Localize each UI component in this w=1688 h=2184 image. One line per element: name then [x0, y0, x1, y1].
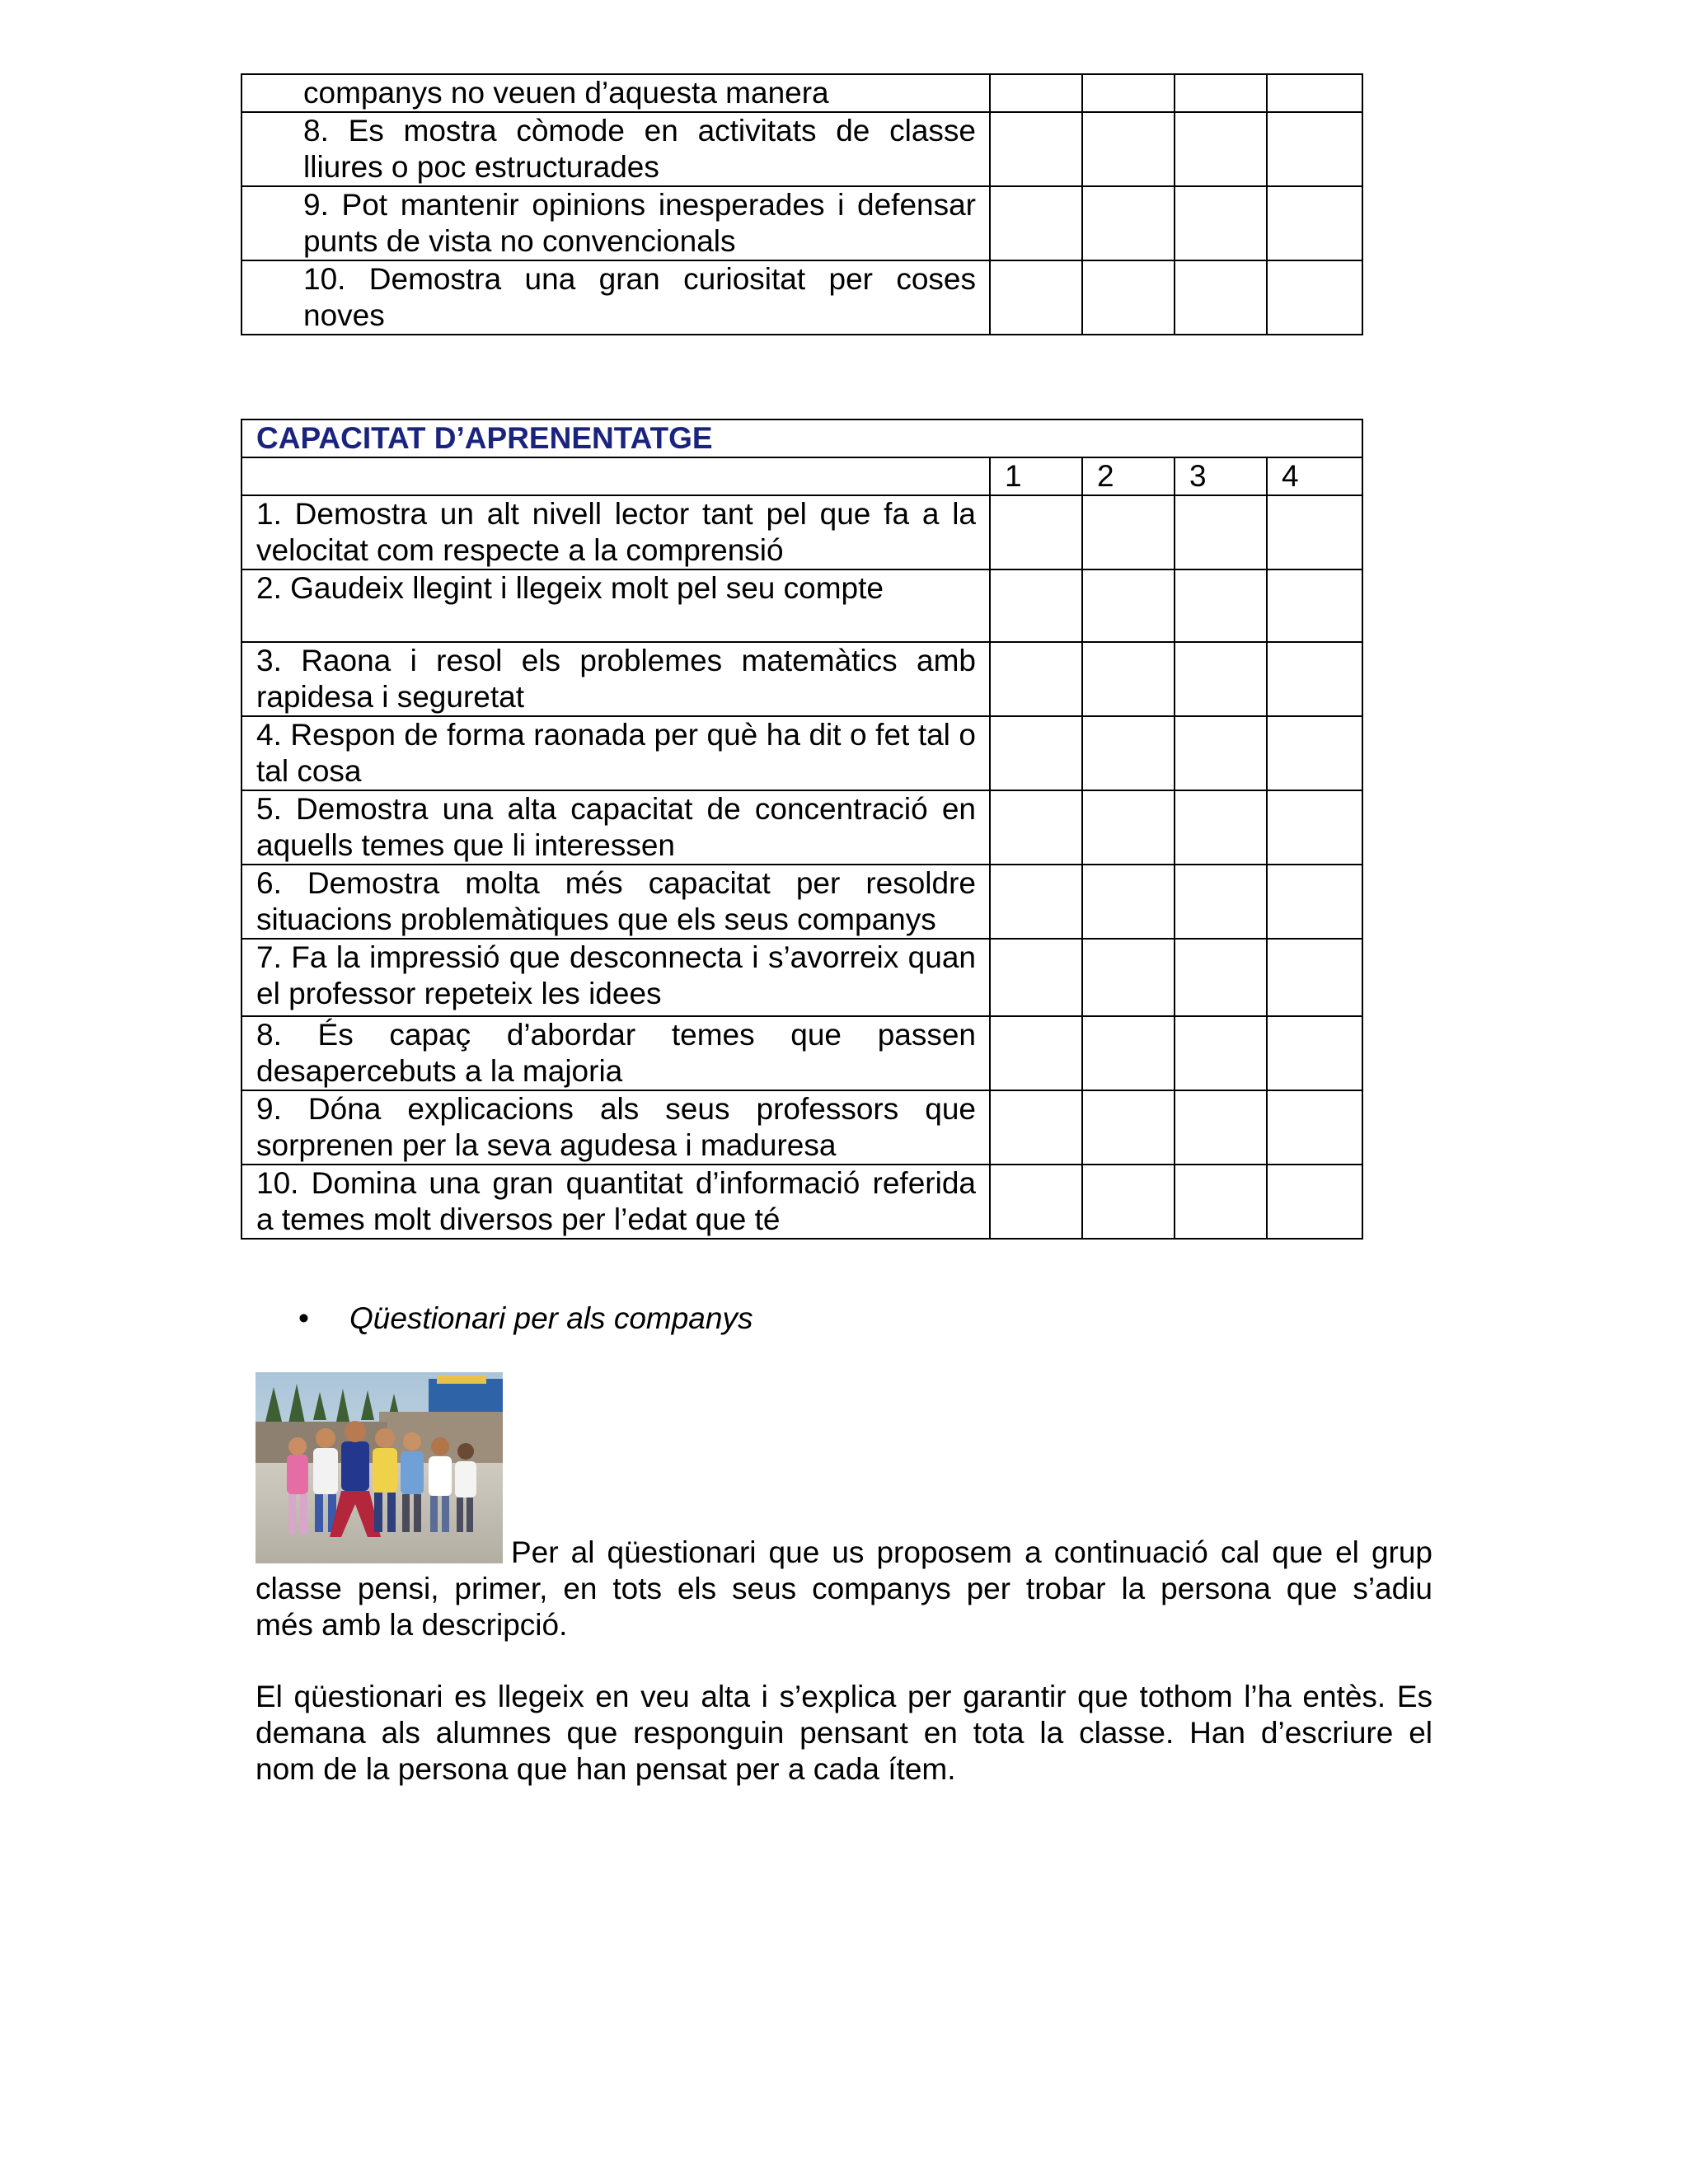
rating-cell [1175, 186, 1267, 260]
rating-cell [1082, 1090, 1175, 1165]
rating-cell [990, 790, 1082, 865]
rating-cell [1082, 1165, 1175, 1239]
section-title: CAPACITAT D’APRENENTATGE [241, 419, 1362, 457]
criterion-text: companys no veuen d’aquesta manera [241, 74, 990, 112]
rating-cell [1175, 939, 1267, 1016]
rating-cell [990, 716, 1082, 790]
rating-cell [1267, 1165, 1362, 1239]
rating-cell [1082, 112, 1175, 186]
rating-cell [990, 112, 1082, 186]
learning-capacity-table [241, 419, 1363, 1240]
intro-paragraph [256, 1535, 1432, 1643]
table-row [241, 865, 1362, 939]
scale-label: 4 [1267, 457, 1362, 495]
rating-cell [1267, 569, 1362, 642]
rating-cell [990, 939, 1082, 1016]
rating-cell [1175, 1090, 1267, 1165]
criterion-text: 7. Fa la impressió que desconnecta i s’avorreix quan el professor repeteix les idees [241, 939, 990, 1016]
table-row [241, 716, 1362, 790]
paragraph-line: demana als alumnes que responguin pensant en tota la classe. Han d’escriure el [256, 1716, 1432, 1750]
rating-cell [1267, 112, 1362, 186]
paragraph-line: més amb la descripció. [256, 1608, 568, 1642]
rating-cell [990, 495, 1082, 569]
table-row [241, 569, 1362, 642]
rating-cell [990, 865, 1082, 939]
rating-cell [990, 1016, 1082, 1090]
scale-row [241, 457, 1362, 495]
table-row [241, 495, 1362, 569]
rating-cell [1082, 74, 1175, 112]
rating-cell [1175, 790, 1267, 865]
rating-cell [1175, 569, 1267, 642]
table-row [241, 642, 1362, 716]
rating-cell [1175, 74, 1267, 112]
rating-cell [1082, 790, 1175, 865]
rating-cell [1175, 716, 1267, 790]
criterion-text: 4. Respon de forma raonada per què ha dit o fet tal o tal cosa [241, 716, 990, 790]
criterion-text: 8. Es mostra còmode en activitats de classe lliures o poc estructurades [241, 112, 990, 186]
rating-cell [990, 1165, 1082, 1239]
bullet-text: Qüestionari per als companys [349, 1301, 753, 1335]
rating-cell [990, 260, 1082, 335]
rating-cell [1082, 865, 1175, 939]
table-row [241, 260, 1362, 335]
rating-cell [1267, 1090, 1362, 1165]
rating-cell [1175, 865, 1267, 939]
table-row [241, 1165, 1362, 1239]
table-header-row [241, 419, 1362, 457]
criterion-text: 10. Demostra una gran curiositat per coses noves [241, 260, 990, 335]
bullet-item [298, 1301, 753, 1337]
rating-cell [1267, 495, 1362, 569]
paragraph-line: El qüestionari es llegeix en veu alta i s’explica per garantir que tothom l’ha entès. Es [256, 1680, 1432, 1713]
rating-cell [1267, 1016, 1362, 1090]
rating-cell [1082, 716, 1175, 790]
rating-cell [1267, 74, 1362, 112]
rating-cell [1082, 1016, 1175, 1090]
table-row [241, 74, 1362, 112]
criterion-text: 9. Dóna explicacions als seus professors que sorprenen per la seva agudesa i maduresa [241, 1090, 990, 1165]
rating-cell [1175, 1016, 1267, 1090]
table-row [241, 186, 1362, 260]
rating-cell [990, 74, 1082, 112]
table-row [241, 939, 1362, 1016]
rating-cell [1082, 642, 1175, 716]
criterion-text: 8. És capaç d’abordar temes que passen desapercebuts a la majoria [241, 1016, 990, 1090]
rating-cell [1082, 495, 1175, 569]
rating-cell [1267, 790, 1362, 865]
rating-cell [1082, 260, 1175, 335]
rating-cell [1267, 865, 1362, 939]
criterion-text: 9. Pot mantenir opinions inesperades i defensar punts de vista no convencionals [241, 186, 990, 260]
bullet-icon: • [298, 1301, 309, 1335]
criterion-text: 3. Raona i resol els problemes matemàtics amb rapidesa i seguretat [241, 642, 990, 716]
rating-cell [1267, 642, 1362, 716]
rating-cell [990, 569, 1082, 642]
table-row [241, 790, 1362, 865]
paragraph-line: nom de la persona que han pensat per a cada ítem. [256, 1752, 956, 1786]
rating-cell [1267, 716, 1362, 790]
rating-cell [1082, 186, 1175, 260]
rating-cell [1267, 186, 1362, 260]
rating-cell [1082, 939, 1175, 1016]
scale-label: 2 [1082, 457, 1175, 495]
rating-cell [990, 642, 1082, 716]
rating-cell [1175, 642, 1267, 716]
criterion-text: 1. Demostra un alt nivell lector tant pel que fa a la velocitat com respecte a la comprensió [241, 495, 990, 569]
criteria-table-continued [241, 73, 1363, 335]
rating-cell [1175, 1165, 1267, 1239]
rating-cell [990, 1090, 1082, 1165]
scale-blank-cell [241, 457, 990, 495]
rating-cell [1267, 260, 1362, 335]
criterion-text: 10. Domina una gran quantitat d’informació referida a temes molt diversos per l’edat que té [241, 1165, 990, 1239]
rating-cell [1267, 939, 1362, 1016]
paragraph-line: Per al qüestionari que us proposem a continuació cal que el grup [511, 1535, 1432, 1569]
rating-cell [1082, 569, 1175, 642]
scale-label: 3 [1175, 457, 1267, 495]
rating-cell [1175, 112, 1267, 186]
table-row [241, 1016, 1362, 1090]
paragraph-line: classe pensi, primer, en tots els seus companys per trobar la persona que s’adiu [256, 1572, 1432, 1605]
rating-cell [990, 186, 1082, 260]
table-row [241, 1090, 1362, 1165]
rating-cell [1175, 495, 1267, 569]
criterion-text: 6. Demostra molta més capacitat per resoldre situacions problemàtiques que els seus companys [241, 865, 990, 939]
instructions-paragraph [256, 1679, 1432, 1788]
scale-label: 1 [990, 457, 1082, 495]
rating-cell [1175, 260, 1267, 335]
table-row [241, 112, 1362, 186]
criterion-text: 5. Demostra una alta capacitat de concentració en aquells temes que li interessen [241, 790, 990, 865]
criterion-text: 2. Gaudeix llegint i llegeix molt pel seu compte [241, 569, 990, 642]
